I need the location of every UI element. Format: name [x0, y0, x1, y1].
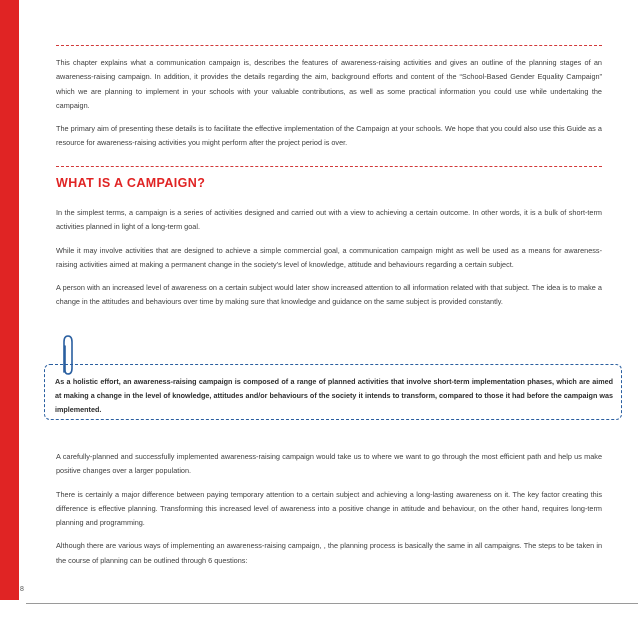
section-2-paragraph-2: There is certainly a major difference between paying temporary attention to a certain subject and achieving a long-lasting awareness on it. The key factor creating this difference is effective planning. Transforming this increased level of awareness into a positive change in attitude and behaviour, on the other hand, requires long-term planning and programming.	[56, 489, 602, 528]
section-2-paragraph-3: Although there are various ways of implementing an awareness-raising campaign, , the planning process is basically the same in all campaigns. The steps to be taken in the course of planning can be outlined through 6 questions:	[56, 541, 602, 565]
section-2-body	[56, 450, 602, 577]
section-1-paragraph-1: In the simplest terms, a campaign is a series of activities designed and carried out with a view to achieving a certain outcome. In other words, it is a bulk of short-term activities planned in light of a long-term goal.	[56, 208, 602, 232]
footer-rule	[26, 603, 638, 604]
intro-paragraph-1: This chapter explains what a communication campaign is, describes the features of awareness-raising activities and gives an outline of the planning stages of an awareness-raising campaign. In addition, it provides the details regarding the aim, background efforts and content of the “School-Based Gender Equality Campaign” which we are planning to implement in your schools with your valuable contributions, as well as some practical information you could use while undertaking the campaign.	[56, 58, 602, 110]
section-heading: WHAT IS A CAMPAIGN?	[56, 176, 206, 190]
section-1-paragraph-3: A person with an increased level of awareness on a certain subject would later show increased attention to all information related with that subject. The idea is to make a change in the attitudes and behaviours over time by making sure that knowledge and guidance on the same subject is provided constantly.	[56, 283, 602, 307]
section-2-paragraph-1: A carefully-planned and successfully implemented awareness-raising campaign would take us to where we want to go through the most efficient path and help us make positive changes over a larger population.	[56, 452, 602, 476]
intro-paragraph-2: The primary aim of presenting these details is to facilitate the effective implementation of the Campaign at your schools. We hope that you could also use this Guide as a resource for awareness-raising activities you might perform after the project period is over.	[56, 124, 602, 148]
left-red-bar	[0, 0, 19, 600]
callout-box	[44, 364, 622, 420]
section-1-paragraph-2: While it may involve activities that are designed to achieve a simple commercial goal, a communication campaign might as well be used as a means for awareness-raising activities aimed at making a permanent change in the society’s level of knowledge, attitude and behaviours regarding a certain subject.	[56, 245, 602, 269]
paperclip-icon	[60, 334, 74, 378]
intro-box	[56, 45, 602, 167]
page-number: 8	[20, 586, 24, 593]
section-1-body	[56, 206, 602, 319]
callout-text: As a holistic effort, an awareness-raising campaign is composed of a range of planned activities that involve short-term implementation phases, which are aimed at making a change in the level of knowledge, attitudes and/or behaviours of the society it intends to transform, compared to those it had before the campaign was implemented.	[55, 377, 613, 414]
